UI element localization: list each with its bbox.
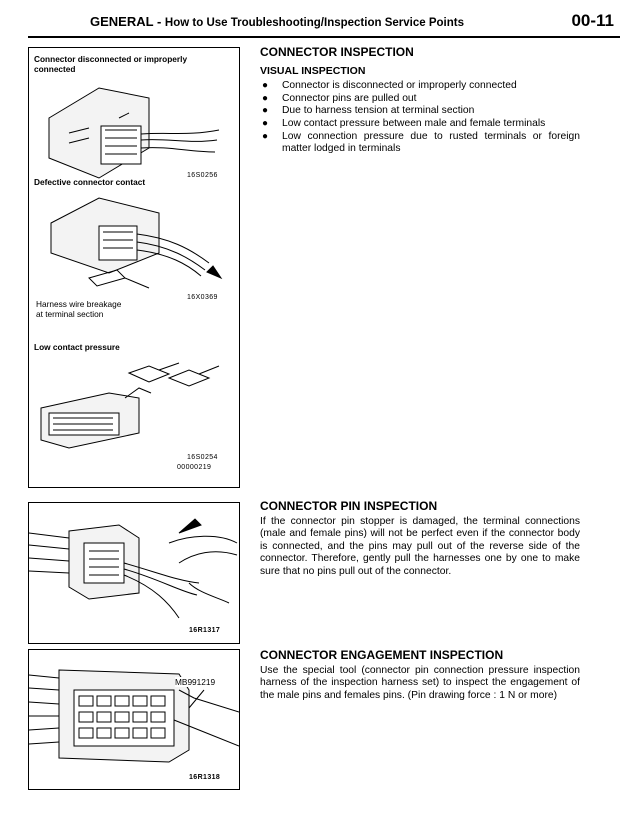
connector-illustrations (29, 48, 239, 487)
list-item (260, 80, 580, 93)
header-title (90, 14, 464, 29)
list-item (260, 93, 580, 106)
caption-disconnected: Connector disconnected or improperly connected (34, 54, 188, 74)
visual-inspection-figure (28, 47, 240, 488)
page-header (28, 6, 620, 34)
figure-code-4: 00000219 (177, 464, 212, 471)
bullet-icon: ● (262, 105, 269, 117)
engagement-inspection-figure (28, 649, 240, 790)
tool-label: MB991219 (175, 677, 216, 687)
figure-code-6: 16R1318 (189, 774, 221, 781)
figure-code-1: 16S0256 (187, 172, 218, 179)
bullet-icon: ● (262, 117, 269, 129)
list-item (260, 105, 580, 118)
caption-breakage-line2: at terminal section (36, 309, 104, 319)
list-item-text: Connector pins are pulled out (282, 92, 417, 104)
bullet-icon: ● (262, 80, 269, 92)
caption-breakage-line1: Harness wire breakage (36, 299, 122, 309)
engagement-inspection-title: CONNECTOR ENGAGEMENT INSPECTION (260, 648, 504, 662)
pin-inspection-section (260, 500, 580, 579)
pin-inspection-illustration (29, 503, 239, 643)
pin-inspection-title: CONNECTOR PIN INSPECTION (260, 499, 438, 513)
engagement-inspection-section (260, 649, 580, 702)
figure-code-3: 16S0254 (187, 454, 218, 461)
engagement-inspection-body: Use the special tool (connector pin connection pressure inspection harness of the inspection harness set) to inspect the engagement of the male pins and females pins. (Pin drawing force : 1 N or more) (260, 664, 580, 701)
list-item-text: Low contact pressure between male and female terminals (282, 117, 546, 129)
connector-inspection-title: CONNECTOR INSPECTION (260, 45, 414, 59)
caption-defective-contact: Defective connector contact (34, 177, 146, 187)
section-subtitle: How to Use Troubleshooting/Inspection Service Points (164, 17, 464, 29)
page-number: 00-11 (571, 11, 614, 30)
pin-inspection-body: If the connector pin stopper is damaged, the terminal connections (male and female pins) will not be perfect even if the connector body is connected, and the pins may pull out of the reverse side of the connector. Therefore, gently pull the harnesses one by one to make sure that no pins pull out of the connector. (260, 515, 580, 577)
caption-low-contact-pressure: Low contact pressure (34, 342, 120, 352)
connector-inspection-section (260, 46, 580, 156)
chapter-title: GENERAL (90, 14, 154, 29)
pin-inspection-figure (28, 502, 240, 644)
engagement-inspection-illustration (29, 650, 239, 789)
figure-code-5: 16R1317 (189, 627, 221, 634)
bullet-icon: ● (262, 92, 269, 104)
list-item-text: Connector is disconnected or improperly connected (282, 80, 517, 92)
list-item (260, 118, 580, 131)
list-item-text: Due to harness tension at terminal section (282, 105, 475, 117)
header-rule (28, 36, 620, 38)
visual-inspection-subtitle: VISUAL INSPECTION (260, 64, 366, 77)
visual-inspection-list (260, 80, 580, 156)
bullet-icon: ● (262, 130, 269, 142)
list-item (260, 131, 580, 156)
header-separator: - (156, 14, 162, 29)
figure-code-2: 16X0369 (187, 294, 218, 301)
list-item-text: Low connection pressure due to rusted terminals or foreign matter lodged in terminals (282, 130, 580, 155)
